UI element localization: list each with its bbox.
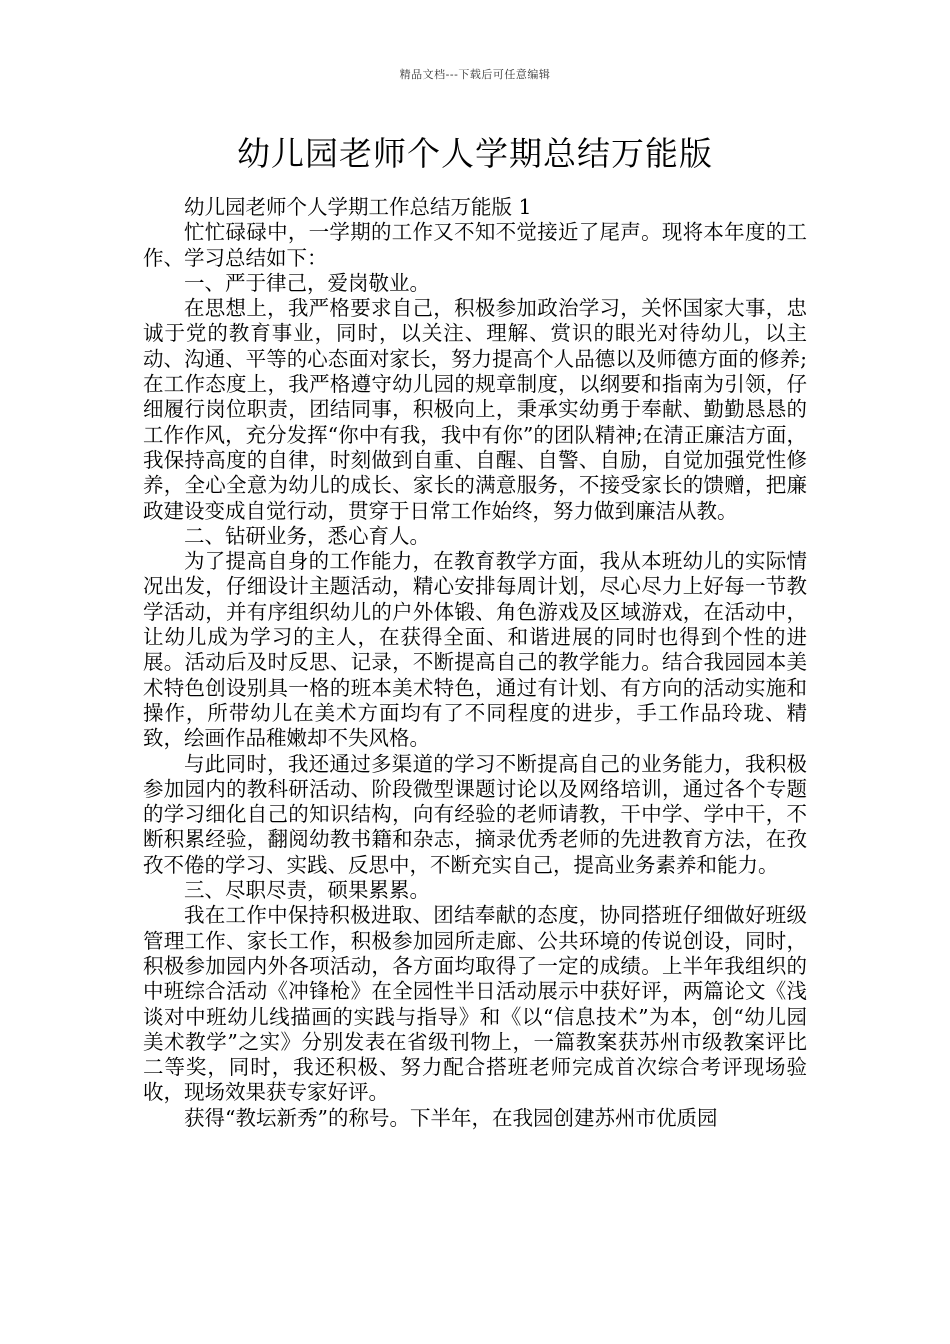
paragraph-section-2b: 与此同时，我还通过多渠道的学习不断提高自己的业务能力，我积极参加园内的教科研活动、阶段微型课题讨论以及网络培训，通过各个专题的学习细化自己的知识结构，向有经验的老师请教，干中学、学中干，不断积累经验，翻阅幼教书籍和杂志，摘录优秀老师的先进教育方法，在孜孜不倦的学习、实践、反思中，不断充实自己，提高业务素养和能力。: [143, 751, 807, 877]
paragraph-section-1: 在思想上，我严格要求自己，积极参加政治学习，关怀国家大事，忠诚于党的教育事业，同时，以关注、理解、赏识的眼光对待幼儿，以主动、沟通、平等的心态面对家长，努力提高个人品德以及师德方面的修养;在工作态度上，我严格遵守幼儿园的规章制度，以纲要和指南为引领，仔细履行岗位职责，团结同事，积极向上，秉承实幼勇于奉献、勤勤恳恳的工作作风，充分发挥“你中有我，我中有你”的团队精神;在清正廉洁方面，我保持高度的自律，时刻做到自重、自醒、自警、自励，自觉加强党性修养，全心全意为幼儿的成长、家长的满意服务，不接受家长的馈赠，把廉政建设变成自觉行动，贯穿于日常工作始终，努力做到廉洁从教。: [143, 296, 807, 523]
header-note: 精品文档---下载后可任意编辑: [399, 68, 551, 81]
section-heading-1: 一、严于律己，爱岗敬业。: [184, 270, 430, 295]
document-title: 幼儿园老师个人学期总结万能版: [237, 134, 713, 173]
document-body: [143, 195, 807, 1131]
paragraph-intro: 忙忙碌碌中，一学期的工作又不知不觉接近了尾声。现将本年度的工作、学习总结如下：: [143, 220, 807, 270]
paragraph-section-3a: 我在工作中保持积极进取、团结奉献的态度，协同搭班仔细做好班级管理工作、家长工作，积极参加园所走廊、公共环境的传说创设，同时，积极参加园内外各项活动，各方面均取得了一定的成绩。上半年我组织的中班综合活动《冲锋枪》在全园性半日活动展示中获好评，两篇论文《浅谈对中班幼儿线描画的实践与指导》和《以“信息技术”为本，创“幼儿园美术教学”之实》分别发表在省级刊物上，一篇教案获苏州市级教案评比二等奖，同时，我还积极、努力配合搭班老师完成首次综合考评现场验收，现场效果获专家好评。: [143, 903, 807, 1105]
paragraph-subtitle: 幼儿园老师个人学期工作总结万能版 1: [184, 195, 532, 219]
paragraph-section-3b: 获得“教坛新秀”的称号。下半年，在我园创建苏州市优质园: [184, 1105, 718, 1130]
paragraph-section-2a: 为了提高自身的工作能力，在教育教学方面，我从本班幼儿的实际情况出发，仔细设计主题活动，精心安排每周计划，尽心尽力上好每一节教学活动，并有序组织幼儿的户外体锻、角色游戏及区域游戏，在活动中，让幼儿成为学习的主人，在获得全面、和谐进展的同时也得到个性的进展。活动后及时反思、记录，不断提高自己的教学能力。结合我园园本美术特色创设别具一格的班本美术特色，通过有计划、有方向的活动实施和操作，所带幼儿在美术方面均有了不同程度的进步，手工作品玲珑、精致，绘画作品稚嫩却不失风格。: [143, 549, 807, 751]
section-heading-3: 三、尽职尽责，硕果累累。: [184, 878, 430, 903]
section-heading-2: 二、钻研业务，悉心育人。: [184, 523, 430, 548]
